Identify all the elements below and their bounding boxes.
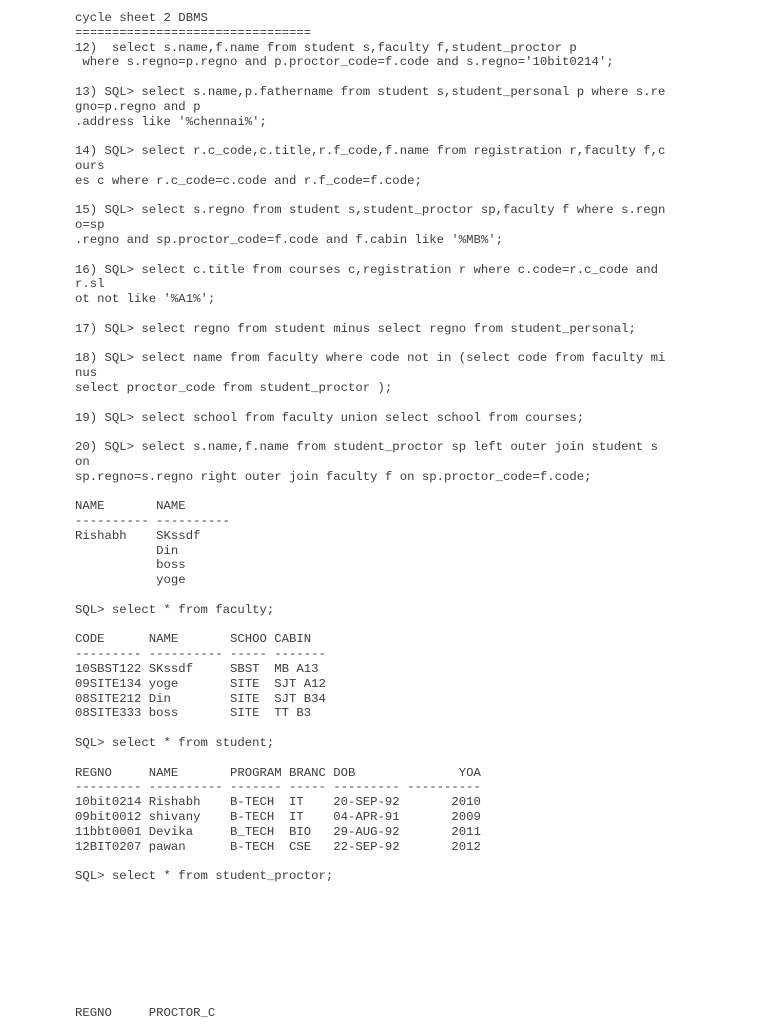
blank-line (75, 485, 755, 500)
text-line: ot not like '%A1%'; (75, 292, 216, 307)
blank-line (75, 70, 755, 85)
text-line: 08SITE212 Din SITE SJT B34 (75, 691, 326, 706)
text-line: Rishabh SKssdf (75, 528, 201, 543)
text-line: 09bit0012 shivany B-TECH IT 04-APR-91 2009 (75, 810, 481, 825)
text-line: select proctor_code from student_proctor ); (75, 380, 393, 395)
text-line: 10SBST122 SKssdf SBST MB A13 (75, 662, 319, 677)
text-line: 15) SQL> select s.regno from student s,student_proctor sp,faculty f where s.regn (75, 203, 666, 218)
blank-line (75, 751, 755, 766)
blank-line (75, 396, 755, 411)
text-line: .regno and sp.proctor_code=f.code and f.cabin like '%MB%'; (75, 232, 504, 247)
blank-line (75, 248, 755, 263)
text-line: 13) SQL> select s.name,p.fathername from student s,student_personal p where s.re (75, 84, 666, 99)
proctor-table-header: REGNO PROCTOR_C (75, 1006, 216, 1020)
text-line: boss (75, 558, 186, 573)
text-line: nus (75, 366, 98, 381)
text-line: sp.regno=s.regno right outer join faculty f on sp.proctor_code=f.code; (75, 469, 592, 484)
blank-line (75, 337, 755, 352)
text-line: 12) select s.name,f.name from student s,faculty f,student_proctor p (75, 40, 577, 55)
text-line: SQL> select * from student; (75, 736, 275, 751)
text-line: ---------- ---------- (75, 514, 230, 529)
blank-line (75, 854, 755, 869)
text-line: --------- ---------- ------- ----- --------- ---------- (75, 780, 481, 795)
text-line: SQL> select * from faculty; (75, 602, 275, 617)
blank-line (75, 425, 755, 440)
text-line: NAME NAME (75, 499, 186, 514)
blank-line (75, 618, 755, 633)
text-line: on (75, 454, 90, 469)
text-line: r.sl (75, 277, 105, 292)
text-line: REGNO NAME PROGRAM BRANC DOB YOA (75, 765, 481, 780)
text-line: 20) SQL> select s.name,f.name from student_proctor sp left outer join student s (75, 440, 658, 455)
text-line: 12BIT0207 pawan B-TECH CSE 22-SEP-92 2012 (75, 839, 481, 854)
text-line: 14) SQL> select r.c_code,c.title,r.f_code,f.name from registration r,faculty f,c (75, 144, 666, 159)
text-line: 09SITE134 yoge SITE SJT A12 (75, 676, 326, 691)
blank-line (75, 307, 755, 322)
blank-line (75, 721, 755, 736)
text-line: where s.regno=p.regno and p.proctor_code=f.code and s.regno='10bit0214'; (75, 55, 614, 70)
blank-line (75, 588, 755, 603)
text-line: --------- ---------- ----- ------- (75, 647, 326, 662)
text-line: yoge (75, 573, 186, 588)
text-line: 08SITE333 boss SITE TT B3 (75, 706, 312, 721)
text-line: Din (75, 543, 179, 558)
text-line: 17) SQL> select regno from student minus select regno from student_personal; (75, 321, 636, 336)
text-line: SQL> select * from student_proctor; (75, 869, 334, 884)
text-line: gno=p.regno and p (75, 99, 201, 114)
text-line: cycle sheet 2 DBMS (75, 11, 208, 25)
text-line: 18) SQL> select name from faculty where code not in (select code from faculty mi (75, 351, 666, 366)
blank-line (75, 129, 755, 144)
text-line: ================================ (75, 25, 312, 40)
text-line: es c where r.c_code=c.code and r.f_code=f.code; (75, 173, 422, 188)
text-line: 10bit0214 Rishabh B-TECH IT 20-SEP-92 2010 (75, 795, 481, 810)
blank-line (75, 189, 755, 204)
text-line: .address like '%chennai%'; (75, 114, 267, 129)
text-line: 16) SQL> select c.title from courses c,registration r where c.code=r.c_code and (75, 262, 658, 277)
text-line: 19) SQL> select school from faculty union select school from courses; (75, 410, 585, 425)
text-line: 11bbt0001 Devika B_TECH BIO 29-AUG-92 2011 (75, 824, 481, 839)
text-line: o=sp (75, 218, 105, 233)
text-line: ours (75, 158, 105, 173)
document-body (75, 11, 755, 884)
text-line: CODE NAME SCHOO CABIN (75, 632, 312, 647)
